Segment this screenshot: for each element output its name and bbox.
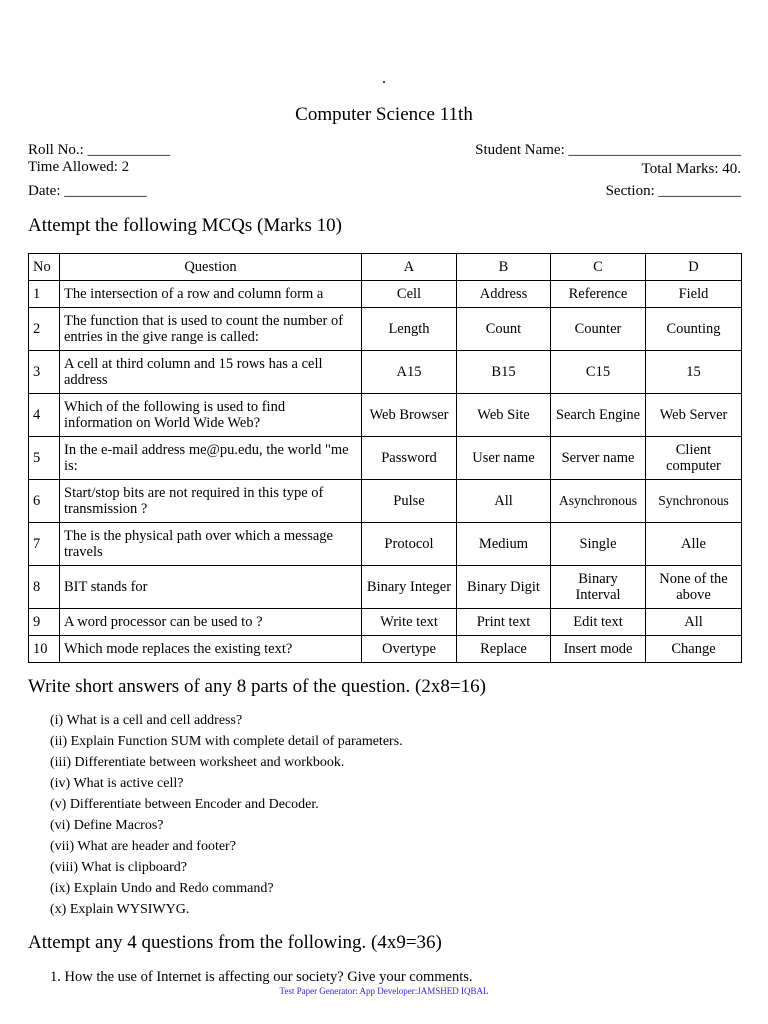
header-no: No <box>29 254 60 281</box>
option-a: Overtype <box>362 636 457 663</box>
option-c: C15 <box>551 351 646 394</box>
option-d: Alle <box>646 523 742 566</box>
row-question: A cell at third column and 15 rows has a cell address <box>60 351 362 394</box>
option-b: All <box>457 480 551 523</box>
table-row <box>29 308 742 351</box>
option-d: Synchronous <box>646 480 742 523</box>
row-no: 5 <box>29 437 60 480</box>
option-b: Binary Digit <box>457 566 551 609</box>
row-question: The is the physical path over which a message travels <box>60 523 362 566</box>
table-row <box>29 523 742 566</box>
list-item: (iii) Differentiate between worksheet and workbook. <box>50 755 345 770</box>
list-item: (vi) Define Macros? <box>50 818 164 833</box>
option-a: A15 <box>362 351 457 394</box>
row-question: The function that is used to count the number of entries in the give range is called: <box>60 308 362 351</box>
row-no: 2 <box>29 308 60 351</box>
list-item: (x) Explain WYSIWYG. <box>50 902 190 917</box>
list-item: (iv) What is active cell? <box>50 776 184 791</box>
roll-no-field: Roll No.: ___________ <box>28 142 171 158</box>
row-question: BIT stands for <box>60 566 362 609</box>
option-a: Binary Integer <box>362 566 457 609</box>
page-title: Computer Science 11th <box>295 104 473 125</box>
option-a: Write text <box>362 609 457 636</box>
option-d: None of the above <box>646 566 742 609</box>
row-no: 7 <box>29 523 60 566</box>
short-answers-heading: Write short answers of any 8 parts of the question. (2x8=16) <box>28 676 486 697</box>
option-c: Single <box>551 523 646 566</box>
row-no: 8 <box>29 566 60 609</box>
option-c: Asynchronous <box>551 480 646 523</box>
row-question: The intersection of a row and column form a <box>60 281 362 308</box>
row-question: Start/stop bits are not required in this type of transmission ? <box>60 480 362 523</box>
table-row <box>29 609 742 636</box>
option-c: Binary Interval <box>551 566 646 609</box>
option-c: Reference <box>551 281 646 308</box>
list-item: 1. How the use of Internet is affecting our society? Give your comments. <box>50 969 473 985</box>
table-row <box>29 480 742 523</box>
total-marks: Total Marks: 40. <box>641 161 741 177</box>
option-d: Counting <box>646 308 742 351</box>
table-row <box>29 394 742 437</box>
option-b: Count <box>457 308 551 351</box>
option-c: Search Engine <box>551 394 646 437</box>
option-a: Password <box>362 437 457 480</box>
mcq-header-row <box>29 254 742 281</box>
short-questions-list <box>50 710 403 920</box>
list-item: (v) Differentiate between Encoder and Decoder. <box>50 797 319 812</box>
row-no: 9 <box>29 609 60 636</box>
option-a: Cell <box>362 281 457 308</box>
option-a: Web Browser <box>362 394 457 437</box>
list-item: (vii) What are header and footer? <box>50 839 236 854</box>
row-no: 1 <box>29 281 60 308</box>
table-row <box>29 636 742 663</box>
table-row <box>29 351 742 394</box>
option-b: Address <box>457 281 551 308</box>
header-d: D <box>646 254 742 281</box>
option-a: Pulse <box>362 480 457 523</box>
mcq-heading: Attempt the following MCQs (Marks 10) <box>28 215 343 236</box>
option-d: 15 <box>646 351 742 394</box>
row-no: 10 <box>29 636 60 663</box>
date-field: Date: ___________ <box>28 183 147 199</box>
header-question: Question <box>60 254 362 281</box>
row-no: 6 <box>29 480 60 523</box>
option-c: Edit text <box>551 609 646 636</box>
mcq-table <box>28 253 742 663</box>
long-questions-heading: Attempt any 4 questions from the following. (4x9=36) <box>28 932 442 953</box>
row-question: A word processor can be used to ? <box>60 609 362 636</box>
option-b: Print text <box>457 609 551 636</box>
footer-credit: Test Paper Generator: App Developer:JAMSHED IQBAL <box>279 986 489 996</box>
option-c: Server name <box>551 437 646 480</box>
row-question: Which of the following is used to find information on World Wide Web? <box>60 394 362 437</box>
student-name-field: Student Name: _______________________ <box>475 142 741 158</box>
row-no: 3 <box>29 351 60 394</box>
option-d: Field <box>646 281 742 308</box>
row-question: Which mode replaces the existing text? <box>60 636 362 663</box>
header-c: C <box>551 254 646 281</box>
option-b: Web Site <box>457 394 551 437</box>
table-row <box>29 437 742 480</box>
header-b: B <box>457 254 551 281</box>
list-item: (viii) What is clipboard? <box>50 860 187 875</box>
list-item: (ii) Explain Function SUM with complete detail of parameters. <box>50 734 403 749</box>
option-b: Replace <box>457 636 551 663</box>
list-item: (ix) Explain Undo and Redo command? <box>50 881 274 896</box>
header-dot: . <box>382 70 386 87</box>
time-allowed: Time Allowed: 2 <box>28 159 130 175</box>
option-d: All <box>646 609 742 636</box>
option-b: Medium <box>457 523 551 566</box>
row-no: 4 <box>29 394 60 437</box>
row-question: In the e-mail address me@pu.edu, the world "me is: <box>60 437 362 480</box>
option-b: User name <box>457 437 551 480</box>
section-field: Section: ___________ <box>605 183 741 199</box>
option-d: Client computer <box>646 437 742 480</box>
option-d: Change <box>646 636 742 663</box>
option-d: Web Server <box>646 394 742 437</box>
option-c: Insert mode <box>551 636 646 663</box>
option-a: Length <box>362 308 457 351</box>
header-a: A <box>362 254 457 281</box>
option-a: Protocol <box>362 523 457 566</box>
option-c: Counter <box>551 308 646 351</box>
option-b: B15 <box>457 351 551 394</box>
list-item: (i) What is a cell and cell address? <box>50 713 243 728</box>
table-row <box>29 281 742 308</box>
table-row <box>29 566 742 609</box>
